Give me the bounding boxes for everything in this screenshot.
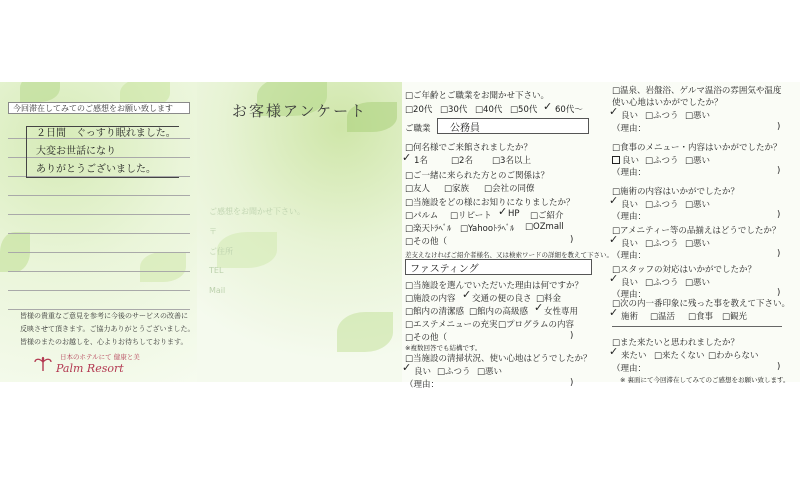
- party-3[interactable]: □3名以上: [492, 156, 531, 166]
- handwriting-line-3: ありがとうございました。: [36, 164, 156, 175]
- relation-family[interactable]: □家族: [444, 184, 470, 194]
- ghost-text: 〒: [209, 227, 217, 236]
- question-return: □また来たいと思われましたか？: [612, 338, 740, 348]
- leaf-decoration: [20, 82, 60, 102]
- ghost-text: ご感想をお聞かせ下さい。: [209, 207, 305, 216]
- source-other[interactable]: □その他（: [405, 237, 448, 247]
- handwriting-bracket: [26, 126, 179, 178]
- paren-close: ): [777, 288, 781, 298]
- comment-header: 今回滞在してみてのご感想をお願い致します: [8, 102, 190, 114]
- reason-access[interactable]: 交通の便の良さ: [472, 294, 532, 304]
- handwriting-line-1: ２日間 ぐっすり眠れました。: [36, 128, 176, 139]
- paren-close: ): [777, 122, 781, 132]
- return-no[interactable]: □来たくない: [654, 351, 705, 361]
- question-relation: □ご一緒に来られた方とのご関係は？: [405, 171, 550, 181]
- paren-close: ): [570, 235, 574, 245]
- check-mark-icon: ✓: [609, 306, 619, 319]
- reason-luxury[interactable]: □館内の高級感: [469, 307, 529, 317]
- question-party: □何名様でご来館されましたか？: [405, 143, 533, 153]
- reason-label: （理由：: [612, 364, 647, 374]
- check-mark-icon: ✓: [543, 100, 553, 113]
- check-mark-icon: ✓: [609, 194, 619, 207]
- reason-label: （理由：: [612, 251, 647, 261]
- reason-women[interactable]: 女性専用: [544, 307, 579, 317]
- check-mark-icon: ✓: [534, 301, 544, 314]
- impress-treatment[interactable]: 施術: [621, 312, 639, 322]
- impress-line: [612, 326, 782, 327]
- meal-normal[interactable]: □ふつう: [645, 156, 679, 166]
- party-2[interactable]: □2名: [451, 156, 473, 166]
- age-20[interactable]: □20代: [405, 105, 433, 115]
- age-50[interactable]: □50代: [510, 105, 538, 115]
- source-ozmall[interactable]: □OZmall: [525, 222, 564, 232]
- amenity-bad[interactable]: □悪い: [685, 239, 711, 249]
- reason-label: （理由：: [612, 290, 647, 300]
- palm-logo-icon: [34, 354, 52, 372]
- clean-good[interactable]: 良い: [414, 367, 432, 377]
- question-treatment: □施術の内容はいかがでしたか？: [612, 187, 740, 197]
- check-mark-icon: ✓: [609, 345, 619, 358]
- reason-price[interactable]: □料金: [536, 294, 562, 304]
- meal-good[interactable]: 良い: [612, 154, 639, 166]
- ghost-text: ご住所: [209, 247, 233, 256]
- amenity-normal[interactable]: □ふつう: [645, 239, 679, 249]
- return-yes[interactable]: 来たい: [621, 351, 647, 361]
- reason-label: （理由：: [612, 212, 647, 222]
- reason-program[interactable]: □プログラムの内容: [498, 320, 574, 330]
- clean-normal[interactable]: □ふつう: [437, 367, 471, 377]
- treatment-good[interactable]: 良い: [621, 200, 639, 210]
- amenity-good[interactable]: 良い: [621, 239, 639, 249]
- reason-label: （理由：: [612, 168, 647, 178]
- return-unsure[interactable]: □わからない: [708, 351, 759, 361]
- question-reason: □当施設を選んでいただいた理由は何ですか？: [405, 281, 584, 291]
- check-mark-icon: ✓: [609, 233, 619, 246]
- relation-coworker[interactable]: □会社の同僚: [484, 184, 535, 194]
- question-bath-2: 使い心地はいかがでしたか？: [612, 98, 723, 108]
- referral-value: ファスティング: [410, 264, 479, 275]
- leaf-decoration: [337, 312, 393, 352]
- question-clean: □当施設の清掃状況、使い心地はどうでしたか？: [405, 354, 592, 364]
- reason-label: （理由：: [612, 124, 647, 134]
- check-mark-icon: ✓: [609, 105, 619, 118]
- age-30[interactable]: □30代: [440, 105, 468, 115]
- logo-text: Palm Resort: [56, 362, 124, 375]
- ghost-text: TEL: [209, 266, 224, 275]
- footer-text: 皆様の貴重なご意見を参考に今後のサービスの改善に 反映させて頂きます。ご協力ありがとうございました。 皆様のまたのお越しを、心よりお待ちしております。: [20, 312, 195, 346]
- paren-close: ): [777, 249, 781, 259]
- source-referral[interactable]: □ご紹介: [530, 211, 564, 221]
- reason-clean[interactable]: □館内の清潔感: [405, 307, 465, 317]
- question-age: □ご年齢とご職業をお聞かせ下さい。: [405, 91, 550, 101]
- question-amenity: □アメニティー等の品揃えはどうでしたか？: [612, 226, 781, 236]
- job-value: 公務員: [450, 123, 480, 134]
- impress-warm[interactable]: □温活: [650, 312, 676, 322]
- clean-bad[interactable]: □悪い: [477, 367, 503, 377]
- party-1[interactable]: 1名: [414, 156, 428, 166]
- age-40[interactable]: □40代: [475, 105, 503, 115]
- age-60[interactable]: 60代〜: [555, 105, 583, 115]
- reason-esthe[interactable]: □エステメニューの充実: [405, 320, 498, 330]
- treatment-normal[interactable]: □ふつう: [645, 200, 679, 210]
- check-mark-icon: ✓: [609, 272, 619, 285]
- multi-note: ※複数回答でも結構です。: [405, 344, 482, 352]
- check-mark-icon: ✓: [402, 361, 412, 374]
- source-palm[interactable]: □パルム: [405, 211, 439, 221]
- comment-panel: [0, 82, 197, 382]
- staff-normal[interactable]: □ふつう: [645, 278, 679, 288]
- job-label: ご職業: [405, 124, 431, 134]
- question-meal: □食事のメニュー・内容はいかがでしたか？: [612, 143, 782, 153]
- paren-close: ): [777, 362, 781, 372]
- source-rakuten[interactable]: □楽天ﾄﾗﾍﾞﾙ: [405, 224, 452, 234]
- survey-title: お客様アンケート: [232, 102, 368, 120]
- source-hp[interactable]: HP: [508, 209, 520, 219]
- check-mark-icon: ✓: [402, 151, 412, 164]
- reason-label: （理由：: [405, 380, 440, 390]
- paren-close: ): [570, 331, 574, 341]
- check-mark-icon: ✓: [498, 205, 508, 218]
- logo-tagline: 日本のホテルにて 健康と美: [60, 353, 140, 361]
- question-staff: □スタッフの対応はいかがでしたか？: [612, 265, 757, 275]
- check-mark-icon: ✓: [462, 288, 472, 301]
- bath-normal[interactable]: □ふつう: [645, 111, 679, 121]
- question-impression: □次の内一番印象に残った事を教えて下さい。: [612, 299, 791, 309]
- relation-friend[interactable]: □友人: [405, 184, 431, 194]
- paren-close: ): [570, 378, 574, 388]
- back-note: ※ 裏面にて今回滞在してみてのご感想をお願い致します。: [620, 376, 790, 384]
- bath-good[interactable]: 良い: [621, 111, 639, 121]
- impress-meal[interactable]: □食事: [688, 312, 714, 322]
- impress-sightseeing[interactable]: □観光: [722, 312, 748, 322]
- reason-other[interactable]: □その他（: [405, 333, 448, 343]
- question-bath: □温泉、岩盤浴、ゲルマ温浴の雰囲気や温度: [612, 86, 782, 96]
- source-yahoo[interactable]: □Yahooﾄﾗﾍﾞﾙ: [460, 224, 515, 234]
- referral-note: 差支えなければご紹介者様名、又は検索ワードの詳細を教えて下さい。: [405, 251, 613, 259]
- reason-facility[interactable]: □施設の内容: [405, 294, 456, 304]
- title-panel: [197, 82, 402, 382]
- staff-bad[interactable]: □悪い: [685, 278, 711, 288]
- bath-bad[interactable]: □悪い: [685, 111, 711, 121]
- paren-close: ): [777, 166, 781, 176]
- paren-close: ): [777, 210, 781, 220]
- treatment-bad[interactable]: □悪い: [685, 200, 711, 210]
- staff-good[interactable]: 良い: [621, 278, 639, 288]
- meal-bad[interactable]: □悪い: [685, 156, 711, 166]
- source-repeat[interactable]: □リピート: [450, 211, 492, 221]
- question-source: □当施設をどの様にお知りになりましたか？: [405, 198, 575, 208]
- ghost-text: Mail: [209, 286, 226, 295]
- handwriting-line-2: 大変お世話になり: [36, 146, 116, 157]
